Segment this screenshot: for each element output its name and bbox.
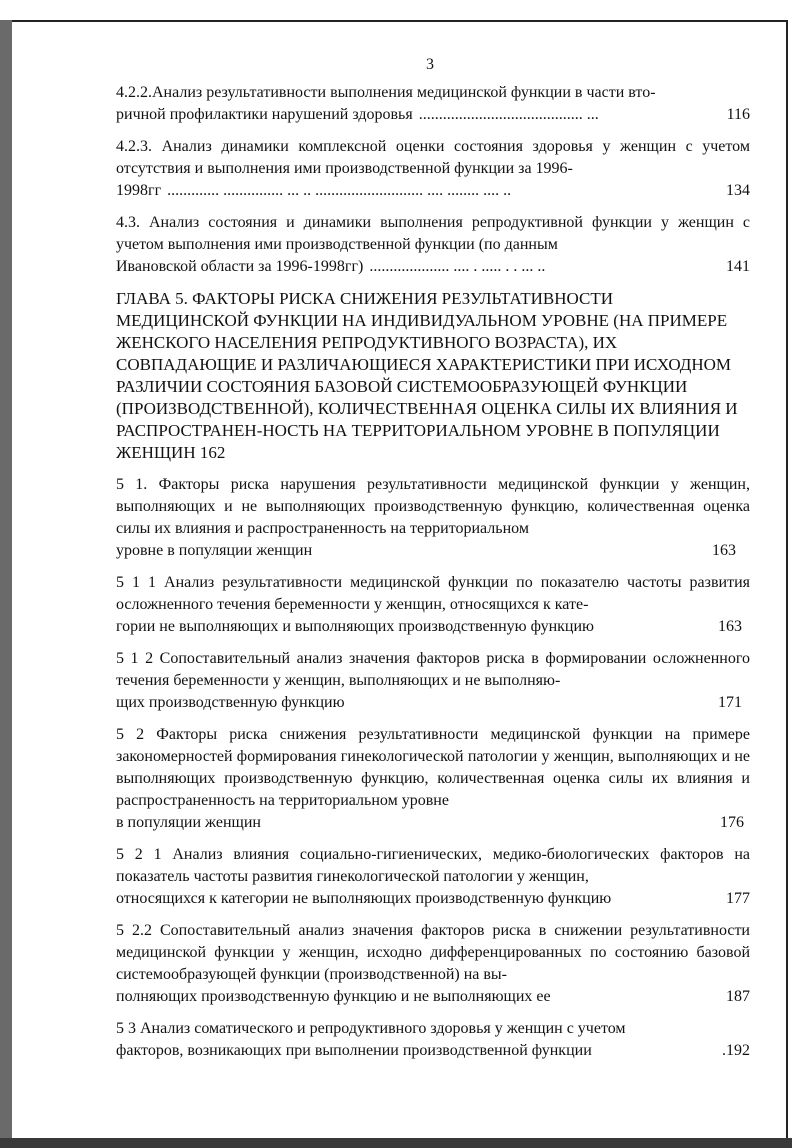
toc-entry-text: 5 2 Факторы риска снижения результативности медицинской функции на примере закономерностей формирования гинекологической патологии у женщин, выполняющих и не выполняющих производственную функцию, количественная оценка силы их влияния и распространенность на территориальном уровне bbox=[116, 726, 750, 809]
toc-entry-text: 5 2.2 Сопоставительный анализ значения факторов риска в снижении результативности медицинской функции у женщин, исходно дифференцированных по состоянию базовой системообразующей функции (производственной) на вы- bbox=[116, 922, 750, 983]
toc-entry-5-2-1 bbox=[116, 844, 750, 910]
toc-entry-text: 5 2 1 Анализ влияния социально-гигиенических, медико-биологических факторов на показатель частоты развития гинекологической патологии у женщин, bbox=[116, 846, 750, 885]
toc-entry-text: 5 1 1 Анализ результативности медицинской функции по показателю частоты развития осложненного течения беременности у женщин, относящихся к кате- bbox=[116, 574, 750, 613]
toc-entry-4-2-3 bbox=[116, 136, 750, 202]
toc-chapter-5 bbox=[116, 288, 750, 464]
toc-entry-5-1-1 bbox=[116, 572, 750, 638]
page-number: 3 bbox=[426, 56, 434, 73]
dot-leader: .................... .... . ..... . . ... .. bbox=[369, 258, 546, 275]
toc-entry-text-cont: щих производственную функцию bbox=[116, 694, 345, 711]
toc-page-number: 187 bbox=[726, 988, 750, 1005]
table-of-contents bbox=[116, 82, 750, 1072]
dot-leader: ............. ............... ... .. ........................... .... ........ .... .. bbox=[167, 182, 512, 199]
toc-page-number: 177 bbox=[726, 890, 750, 907]
page-top-margin bbox=[0, 0, 792, 22]
toc-entry-text-cont: относящихся к категории не выполняющих производственную функцию bbox=[116, 890, 612, 907]
toc-page-number: 162 bbox=[199, 443, 226, 462]
toc-entry-5-3 bbox=[116, 1018, 750, 1062]
toc-page-number: 141 bbox=[726, 258, 750, 275]
toc-entry-text: 5 1. Факторы риска нарушения результативности медицинской функции у женщин, выполняющих и не выполняющих производственную функцию, количественная оценка силы их влияния и распространенность на территориальном bbox=[116, 476, 750, 537]
toc-entry-text-cont: ричной профилактики нарушений здоровья bbox=[116, 106, 413, 123]
toc-entry-text-cont: гории не выполняющих и выполняющих производственную функцию bbox=[116, 618, 594, 635]
scan-bottom-edge bbox=[0, 1138, 792, 1148]
toc-entry-text-cont: в популяции женщин bbox=[116, 814, 261, 831]
toc-page-number: 171 bbox=[718, 694, 742, 711]
toc-entry-5-1 bbox=[116, 474, 750, 562]
toc-entry-text: 4.2.3. Анализ динамики комплексной оценки состояния здоровья у женщин с учетом отсутствия и выполнения ими производственной функции за 1996- bbox=[116, 138, 750, 177]
toc-entry-4-2-2 bbox=[116, 82, 750, 126]
toc-page-number: 134 bbox=[726, 182, 750, 199]
toc-entry-text-cont: Ивановской области за 1996-1998гг) bbox=[116, 258, 364, 275]
toc-page-number: 163 bbox=[712, 542, 736, 559]
toc-page-number: 116 bbox=[726, 106, 750, 123]
toc-entry-text-cont: уровне в популяции женщин bbox=[116, 542, 313, 559]
scan-left-edge bbox=[0, 20, 12, 1148]
toc-entry-4-3 bbox=[116, 212, 750, 278]
toc-entry-text: 5 1 2 Сопоставительный анализ значения факторов риска в формировании осложненного течения беременности у женщин, выполняющих и не выполняю- bbox=[116, 650, 750, 689]
toc-entry-text-cont: факторов, возникающих при выполнении производственной функции bbox=[116, 1042, 592, 1059]
toc-entry-text: 4.2.2.Анализ результативности выполнения медицинской функции в части вто- bbox=[116, 84, 656, 101]
toc-page-number: 176 bbox=[720, 814, 744, 831]
dot-leader: ......................................... ... bbox=[418, 106, 599, 123]
toc-page-number: .192 bbox=[722, 1042, 750, 1059]
toc-page-number: 163 bbox=[718, 618, 742, 635]
chapter-title: ГЛАВА 5. ФАКТОРЫ РИСКА СНИЖЕНИЯ РЕЗУЛЬТАТИВНОСТИ МЕДИЦИНСКОЙ ФУНКЦИИ НА ИНДИВИДУАЛЬНОМ УРОВНЕ (НА ПРИМЕРЕ ЖЕНСКОГО НАСЕЛЕНИЯ РЕПРОДУКТИВНОГО ВОЗРАСТА), ИХ СОВПАДАЮЩИЕ И РАЗЛИЧАЮЩИЕСЯ ХАРАКТЕРИСТИКИ ПРИ ИСХОДНОМ РАЗЛИЧИИ СОСТОЯНИЯ БАЗОВОЙ СИСТЕМООБРАЗУЮЩЕЙ ФУНКЦИИ (ПРОИЗВОДСТВЕННОЙ), КОЛИЧЕСТВЕННАЯ ОЦЕНКА СИЛЫ ИХ ВЛИЯНИЯ И РАСПРОСТРАНЕН-НОСТЬ НА ТЕРРИТОРИАЛЬНОМ УРОВНЕ В ПОПУЛЯЦИИ ЖЕНЩИН bbox=[116, 289, 738, 462]
toc-entry-text-cont: полняющих производственную функцию и не выполняющих ее bbox=[116, 988, 551, 1005]
toc-entry-text: 5 3 Анализ соматического и репродуктивного здоровья у женщин с учетом bbox=[116, 1020, 626, 1037]
toc-entry-text: 4.3. Анализ состояния и динамики выполнения репродуктивной функции у женщин с учетом выполнения ими производственной функции (по данным bbox=[116, 214, 750, 253]
toc-entry-5-2-2 bbox=[116, 920, 750, 1008]
toc-entry-text-cont: 1998гг bbox=[116, 182, 162, 199]
toc-entry-5-2 bbox=[116, 724, 750, 834]
toc-entry-5-1-2 bbox=[116, 648, 750, 714]
